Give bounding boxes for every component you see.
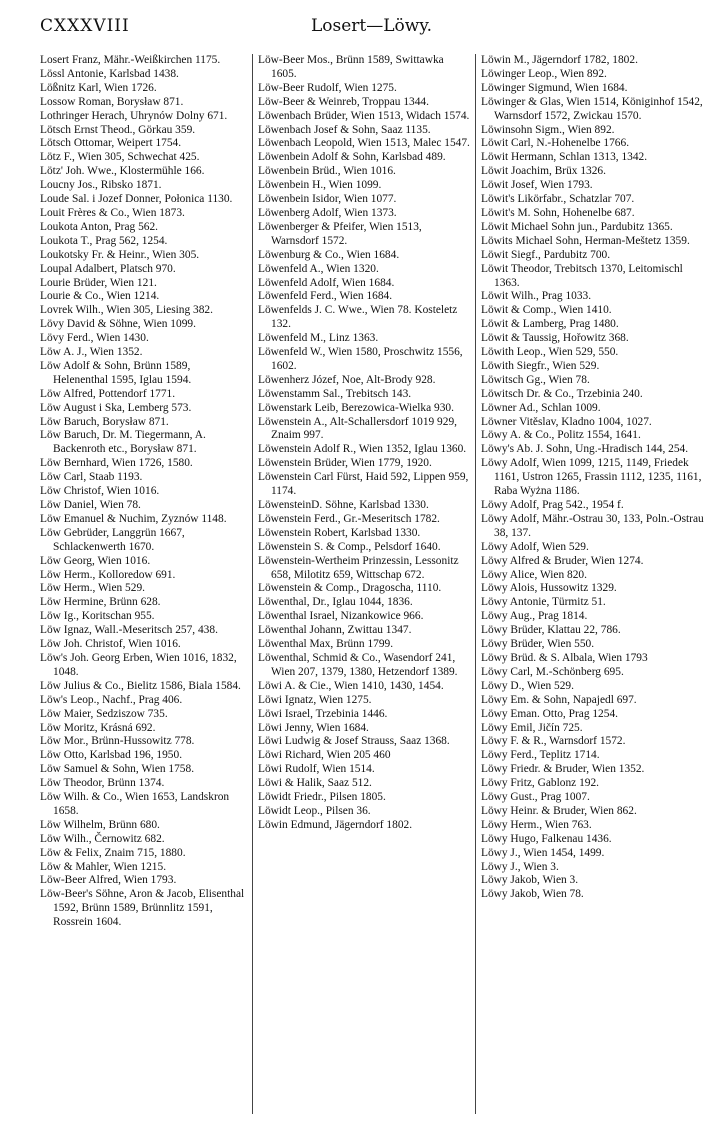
directory-entry: Löwinsohn Sigm., Wien 892. xyxy=(481,123,615,136)
directory-entry: Loupal Adalbert, Platsch 970. xyxy=(40,262,176,275)
directory-entry: Löwenherz Józef, Noe, Alt-Brody 928. xyxy=(258,373,436,386)
directory-entry: Löwit Wilh., Prag 1033. xyxy=(481,290,592,303)
directory-entry: Löw's Leop., Nachf., Prag 406. xyxy=(40,693,183,706)
directory-entry: Löwenbach Leopold, Wien 1513, Malec 1547. xyxy=(258,137,470,150)
directory-entry: Löwitsch Gg., Wien 78. xyxy=(481,373,590,386)
directory-entry: Lößnitz Karl, Wien 1726. xyxy=(40,81,157,94)
directory-entry: Löwenbein H., Wien 1099. xyxy=(258,179,382,192)
directory-entry: Löwenbein Brüd., Wien 1016. xyxy=(258,165,396,178)
directory-entry: Löw Joh. Christof, Wien 1016. xyxy=(40,638,181,651)
directory-entry: Löw Wilh. & Co., Wien 1653, Landskron 1658. xyxy=(40,791,230,817)
directory-entry: Löwenstein & Comp., Dragoscha, 1110. xyxy=(258,582,442,595)
directory-entry: Lövy David & Söhne, Wien 1099. xyxy=(40,318,196,331)
column-1 xyxy=(40,54,252,1114)
directory-entry: Löwenfelds J. C. Wwe., Wien 78. Kosteletz 132. xyxy=(258,304,458,331)
directory-entry: Löwinger Sigmund, Wien 1684. xyxy=(481,81,628,94)
directory-entry: Löwy Alois, Hussowitz 1329. xyxy=(481,582,617,595)
page-header xyxy=(40,12,703,40)
directory-entry: Löwi & Halik, Saaz 512. xyxy=(258,777,372,790)
directory-entry: Löwidt Friedr., Pilsen 1805. xyxy=(258,791,386,804)
directory-entry: Löwi Jenny, Wien 1684. xyxy=(258,721,369,734)
directory-entry: Löwit's M. Sohn, Hohenelbe 687. xyxy=(481,206,635,219)
directory-entry: Löw Baruch, Dr. M. Tiegermann, A. Backenroth etc., Borysław 871. xyxy=(40,429,206,456)
directory-entry: Löwenfeld Ferd., Wien 1684. xyxy=(258,290,393,303)
directory-entry: Löwit Carl, N.-Hohenelbe 1766. xyxy=(481,137,630,150)
directory-entry: Löw Christof, Wien 1016. xyxy=(40,485,160,498)
directory-entry: Löw's Joh. Georg Erben, Wien 1016, 1832, 1048. xyxy=(40,651,237,678)
directory-entry: Löwenfeld W., Wien 1580, Proschwitz 1556, 1602. xyxy=(258,346,463,372)
directory-entry: Löwenfeld Adolf, Wien 1684. xyxy=(258,276,395,289)
directory-entry: Lourie & Co., Wien 1214. xyxy=(40,290,160,303)
directory-entry: Löw-Beer Alfred, Wien 1793. xyxy=(40,874,177,887)
directory-entry: Löwi Ludwig & Josef Strauss, Saaz 1368. xyxy=(258,735,450,748)
directory-entry: Löwy F. & R., Warnsdorf 1572. xyxy=(481,735,626,748)
directory-entry: Löwith Siegfr., Wien 529. xyxy=(481,359,600,372)
directory-entry: Löwy Brüder, Klattau 22, 786. xyxy=(481,624,621,637)
directory-entry: Löwenstein Brüder, Wien 1779, 1920. xyxy=(258,457,432,470)
directory-entry: Löwy Jakob, Wien 3. xyxy=(481,874,579,887)
directory-entry: Löw Baruch, Borysław 871. xyxy=(40,415,169,428)
directory-entry: Löw Maier, Sedziszow 735. xyxy=(40,707,168,720)
directory-entry: Löwenberger & Pfeifer, Wien 1513, Warnsdorf 1572. xyxy=(258,220,422,247)
directory-entry: Löwi Ignatz, Wien 1275. xyxy=(258,693,372,706)
directory-entry: Loucny Jos., Ribsko 1871. xyxy=(40,179,162,192)
directory-entry: Löwin M., Jägerndorf 1782, 1802. xyxy=(481,54,638,66)
directory-entry: Löwy Aug., Prag 1814. xyxy=(481,610,588,623)
directory-entry: Löwenthal Max, Brünn 1799. xyxy=(258,638,394,651)
directory-entry: Löwy Herm., Wien 763. xyxy=(481,818,592,831)
directory-entry: Löw Theodor, Brünn 1374. xyxy=(40,777,165,790)
directory-entry: Löwenbein Adolf & Sohn, Karlsbad 489. xyxy=(258,151,446,164)
directory-entry: Löwitsch Dr. & Co., Trzebinia 240. xyxy=(481,387,643,400)
directory-entry: Löwy Eman. Otto, Prag 1254. xyxy=(481,707,618,720)
directory-entry: Löwit Theodor, Trebitsch 1370, Leitomischl 1363. xyxy=(481,262,683,289)
directory-entry: Loukota Anton, Prag 562. xyxy=(40,220,159,233)
directory-entry: Loukotsky Fr. & Heinr., Wien 305. xyxy=(40,248,200,261)
directory-entry: Lötsch Ernst Theod., Görkau 359. xyxy=(40,123,196,136)
directory-entry: Löw A. J., Wien 1352. xyxy=(40,346,143,359)
directory-entry: Löw & Mahler, Wien 1215. xyxy=(40,860,167,873)
directory-entry: Löw Wilhelm, Brünn 680. xyxy=(40,818,160,831)
directory-entry: Löwenstark Leib, Berezowica-Wielka 930. xyxy=(258,401,454,414)
directory-entry: Löwinger Leop., Wien 892. xyxy=(481,67,607,80)
directory-entry: Löw Ignaz, Wall.-Meseritsch 257, 438. xyxy=(40,624,218,637)
directory-entry: Löwit Siegf., Pardubitz 700. xyxy=(481,248,611,261)
directory-entry: Löwit Hermann, Schlan 1313, 1342. xyxy=(481,151,648,164)
directory-entry: Löwenstamm Sal., Trebitsch 143. xyxy=(258,387,412,400)
directory-entry: Löw-Beer Mos., Brünn 1589, Swittawka 1605. xyxy=(258,54,444,80)
directory-entry: Löw Samuel & Sohn, Wien 1758. xyxy=(40,763,195,776)
directory-entry: Löwi Israel, Trzebinia 1446. xyxy=(258,707,388,720)
directory-entry: Löw Georg, Wien 1016. xyxy=(40,554,151,567)
directory-entry: Löwy J., Wien 1454, 1499. xyxy=(481,846,605,859)
directory-entry: Löwi Rudolf, Wien 1514. xyxy=(258,763,375,776)
directory-entry: Löwi Richard, Wien 205 460 xyxy=(258,749,391,762)
directory-entry: Löwy Brüd. & S. Albala, Wien 1793 xyxy=(481,651,648,664)
directory-entry: Löwidt Leop., Pilsen 36. xyxy=(258,804,371,817)
directory-entry: Löwenburg & Co., Wien 1684. xyxy=(258,248,400,261)
directory-entry: Löwy Carl, M.-Schönberg 695. xyxy=(481,665,624,678)
directory-entry: Löw Ig., Koritschan 955. xyxy=(40,610,155,623)
directory-entry: Löwy Gust., Prag 1007. xyxy=(481,791,590,804)
directory-entry: Löwinger & Glas, Wien 1514, Königinhof 1542, Warnsdorf 1572, Zwickau 1570. xyxy=(481,95,703,122)
directory-entry: Löw-Beer Rudolf, Wien 1275. xyxy=(258,81,397,94)
directory-entry: Löw Wilh., Černowitz 682. xyxy=(40,832,165,845)
directory-entry: Löwenbein Isidor, Wien 1077. xyxy=(258,193,397,206)
page-number: CXXXVIII xyxy=(40,16,130,36)
directory-entry: Löwenstein A., Alt-Schallersdorf 1019 929, Znaim 997. xyxy=(258,415,457,442)
directory-entry: Löw-Beer & Weinreb, Troppau 1344. xyxy=(258,95,429,108)
directory-entry: Lovrek Wilh., Wien 305, Liesing 382. xyxy=(40,304,213,317)
directory-entry: Löwner Ad., Schlan 1009. xyxy=(481,401,601,414)
directory-entry: Löw Hermine, Brünn 628. xyxy=(40,596,161,609)
directory-entry: Löw Daniel, Wien 78. xyxy=(40,499,141,511)
directory-entry: Löwy D., Wien 529. xyxy=(481,679,574,692)
directory-entry: Löw Moritz, Krásná 692. xyxy=(40,721,156,734)
directory-entry: Löwenfeld M., Linz 1363. xyxy=(258,332,379,345)
directory-entry: Löwy Friedr. & Bruder, Wien 1352. xyxy=(481,763,645,776)
directory-entry: Löwy Adolf, Prag 542., 1954 f. xyxy=(481,499,624,511)
directory-entry: Löwy Heinr. & Bruder, Wien 862. xyxy=(481,804,637,817)
directory-entry: Löwit Josef, Wien 1793. xyxy=(481,179,593,192)
directory-entry: Löwenfeld A., Wien 1320. xyxy=(258,262,379,275)
directory-entry: Lövy Ferd., Wien 1430. xyxy=(40,332,149,345)
directory-entry: Löwit Joachim, Brüx 1326. xyxy=(481,165,606,178)
directory-entry: Löw Herm., Wien 529. xyxy=(40,582,145,595)
directory-entry: Löwy Ferd., Teplitz 1714. xyxy=(481,749,600,762)
directory-entry: Löwit Michael Sohn jun., Pardubitz 1365. xyxy=(481,220,673,233)
directory-entry: Löwit & Lamberg, Prag 1480. xyxy=(481,318,619,331)
directory-entry: Löwenstein-Wertheim Prinzessin, Lessonitz 658, Milotitz 659, Wittschap 672. xyxy=(258,554,459,581)
directory-entry: Löwits Michael Sohn, Herman-Meštetz 1359. xyxy=(481,234,690,247)
directory-entry: Löw Emanuel & Nuchim, Zyznów 1148. xyxy=(40,512,227,525)
directory-entry: Löwith Leop., Wien 529, 550. xyxy=(481,346,619,359)
directory-entry: Löwenthal Israel, Nizankowice 966. xyxy=(258,610,424,623)
directory-entry: Löwi A. & Cie., Wien 1410, 1430, 1454. xyxy=(258,679,444,692)
directory-entry: Lossow Roman, Borysław 871. xyxy=(40,95,184,108)
directory-entry: Löwenstein Robert, Karlsbad 1330. xyxy=(258,526,421,539)
directory-entry: Löwenthal Johann, Zwittau 1347. xyxy=(258,624,412,637)
directory-entry: Löw Herm., Kolloredow 691. xyxy=(40,568,176,581)
directory-entry: Löwy Hugo, Falkenau 1436. xyxy=(481,832,612,845)
directory-entry: Löwit's Likörfabr., Schatzlar 707. xyxy=(481,193,635,206)
directory-entry: Löwy Adolf, Wien 529. xyxy=(481,540,589,553)
directory-entry: Löwy A. & Co., Politz 1554, 1641. xyxy=(481,429,641,442)
directory-entry: Lötz F., Wien 305, Schwechat 425. xyxy=(40,151,200,164)
directory-entry: Löwenstein Adolf R., Wien 1352, Iglau 1360. xyxy=(258,443,467,456)
directory-entry: Löwenbach Josef & Sohn, Saaz 1135. xyxy=(258,123,431,136)
column-2 xyxy=(252,54,475,1114)
directory-entry: Löwy Antonie, Türmitz 51. xyxy=(481,596,606,609)
directory-entry: Löw & Felix, Znaim 715, 1880. xyxy=(40,846,186,859)
directory-entry: Lössl Antonie, Karlsbad 1438. xyxy=(40,67,179,80)
directory-entry: LöwensteinD. Söhne, Karlsbad 1330. xyxy=(258,499,429,511)
directory-entry: Lötz' Joh. Wwe., Klostermühle 166. xyxy=(40,165,205,178)
directory-entry: Lötsch Ottomar, Weipert 1754. xyxy=(40,137,182,150)
directory-entry: Löwy J., Wien 3. xyxy=(481,860,559,873)
directory-entry: Löwy's Ab. J. Sohn, Ung.-Hradisch 144, 254. xyxy=(481,443,689,456)
directory-entry: Löwenthal, Schmid & Co., Wasendorf 241, Wien 207, 1379, 1380, Hetzendorf 1389. xyxy=(258,651,458,678)
directory-entry: Löwenstein S. & Comp., Pelsdorf 1640. xyxy=(258,540,441,553)
directory-entry: Löwy Alfred & Bruder, Wien 1274. xyxy=(481,554,644,567)
directory-entry: Loukota T., Prag 562, 1254. xyxy=(40,234,168,247)
directory-entry: Löwit & Taussig, Hořowitz 368. xyxy=(481,332,629,345)
directory-entry: Löw Gebrüder, Langgrün 1667, Schlackenwerth 1670. xyxy=(40,526,185,553)
directory-entry: Loude Sal. i Jozef Donner, Połonica 1130. xyxy=(40,193,233,206)
directory-entry: Löwner Vitěslav, Kladno 1004, 1027. xyxy=(481,415,652,428)
directory-entry: Löwenstein Carl Fürst, Haid 592, Lippen 959, 1174. xyxy=(258,471,469,498)
directory-entry: Löw Bernhard, Wien 1726, 1580. xyxy=(40,457,193,470)
directory-entry: Löw Julius & Co., Bielitz 1586, Biala 1584. xyxy=(40,679,241,692)
directory-entry: Löw Mor., Brünn-Hussowitz 778. xyxy=(40,735,195,748)
directory-entry: Löwenthal, Dr., Iglau 1044, 1836. xyxy=(258,596,413,609)
directory-columns xyxy=(40,54,706,1114)
directory-entry: Lothringer Herach, Uhrynów Dolny 671. xyxy=(40,109,228,122)
directory-entry: Löw Carl, Staab 1193. xyxy=(40,471,143,484)
directory-entry: Louit Frères & Co., Wien 1873. xyxy=(40,206,185,219)
directory-entry: Löw Alfred, Pottendorf 1771. xyxy=(40,387,176,400)
directory-entry: Löwenbach Brüder, Wien 1513, Widach 1574. xyxy=(258,109,470,122)
directory-entry: Löw Adolf & Sohn, Brünn 1589, Helenenthal 1595, Iglau 1594. xyxy=(40,359,192,386)
directory-entry: Löwit & Comp., Wien 1410. xyxy=(481,304,612,317)
directory-entry: Löwy Emil, Jičín 725. xyxy=(481,721,583,734)
directory-entry: Löwy Fritz, Gablonz 192. xyxy=(481,777,599,790)
directory-entry: Löwy Adolf, Wien 1099, 1215, 1149, Friedek 1161, Ustron 1265, Frassin 1112, 1235, 1161, Raba Wyżna 1186. xyxy=(481,457,702,498)
directory-entry: Löwin Edmund, Jägerndorf 1802. xyxy=(258,818,413,831)
running-title: Losert—Löwy. xyxy=(310,16,433,36)
column-3 xyxy=(475,54,706,1114)
directory-entry: Löw-Beer's Söhne, Aron & Jacob, Elisenthal 1592, Brünn 1589, Brünnlitz 1591, Rossrein 1604. xyxy=(40,888,245,929)
directory-entry: Löwy Jakob, Wien 78. xyxy=(481,888,584,901)
directory-entry: Löwenstein Ferd., Gr.-Meseritsch 1782. xyxy=(258,512,440,525)
directory-entry: Löwenberg Adolf, Wien 1373. xyxy=(258,206,397,219)
directory-entry: Losert Franz, Mähr.-Weißkirchen 1175. xyxy=(40,54,221,66)
directory-entry: Löw Otto, Karlsbad 196, 1950. xyxy=(40,749,183,762)
directory-entry: Löwy Brüder, Wien 550. xyxy=(481,638,595,651)
directory-entry: Lourie Brüder, Wien 121. xyxy=(40,276,157,289)
directory-entry: Löwy Em. & Sohn, Napajedl 697. xyxy=(481,693,637,706)
directory-entry: Löwy Adolf, Mähr.-Ostrau 30, 133, Poln.-Ostrau 38, 137. xyxy=(481,512,704,539)
directory-entry: Löwy Alice, Wien 820. xyxy=(481,568,587,581)
directory-entry: Löw August i Ska, Lemberg 573. xyxy=(40,401,192,414)
